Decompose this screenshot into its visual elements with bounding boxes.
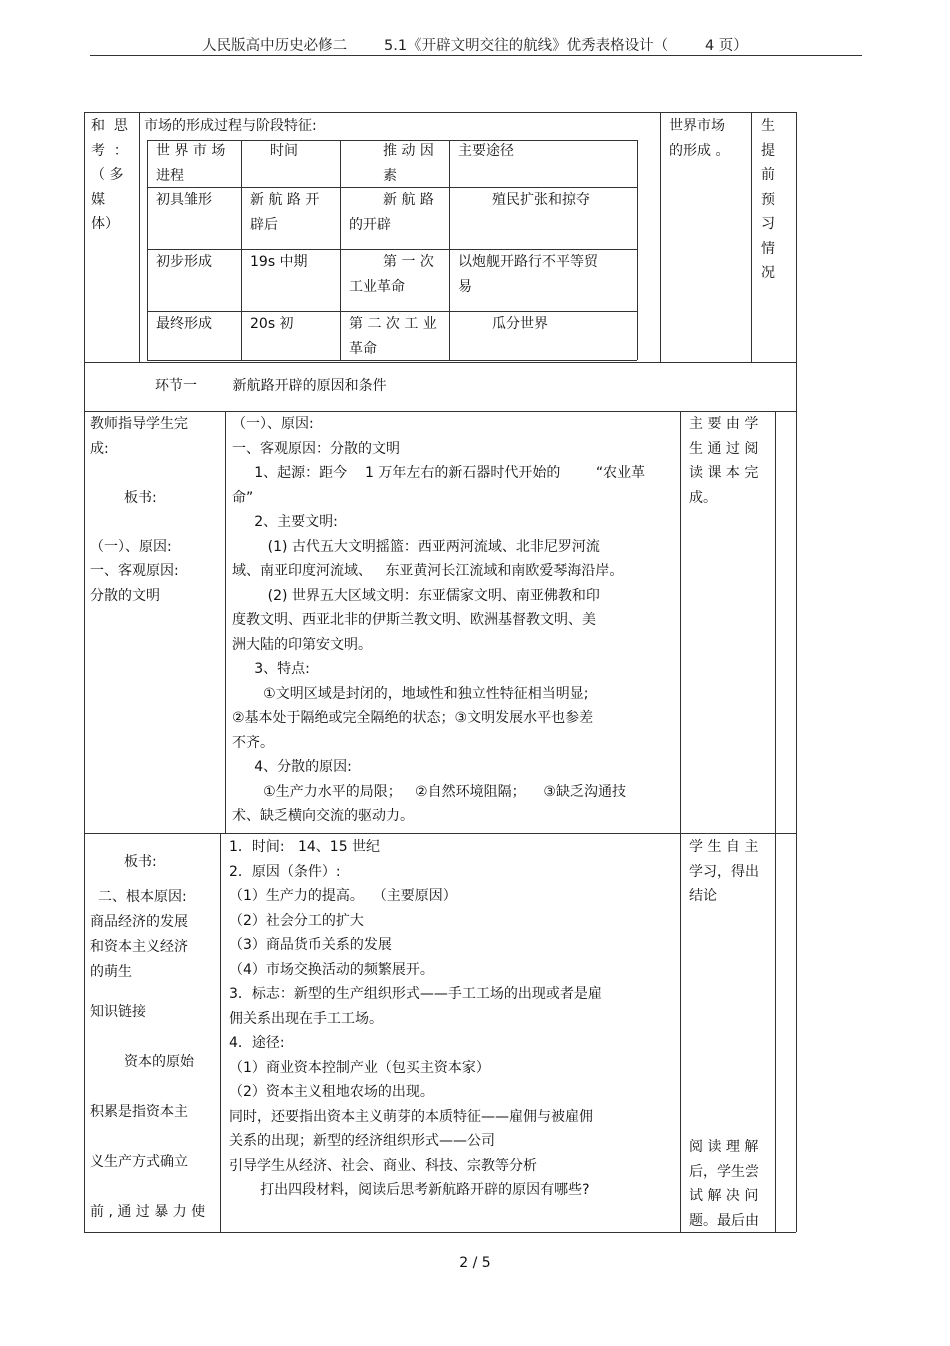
inner-table-header: 世 界 市 场 [156,143,226,159]
table-rule [220,833,221,1232]
left-notes: 前 , 通 过 暴 力 使 [90,1204,206,1220]
main-text: 1、起源：距今 1 万年左右的新石器时代开始的 “农业革 [232,465,646,481]
table-rule [241,140,242,360]
left-notes: 板书: [124,854,157,870]
main-text: 关系的出现；新型的经济组织形式——公司 [229,1133,495,1149]
left-notes: 板书: [124,489,157,506]
inner-table-header: 主要途径 [458,143,514,159]
inner-table-cell: 殖民扩张和掠夺 [492,192,590,208]
cell-line: 预 [761,191,775,208]
left-notes: 教师指导学生完 [90,416,188,432]
table-rule [225,411,226,833]
main-text: 术、缺乏横向交流的驱动力。 [232,808,414,824]
main-text: 洲大陆的印第安文明。 [232,636,372,653]
table-rule [660,112,661,362]
right-notes: 主 要 由 学 [689,416,759,432]
left-notes: （一）、原因: [90,538,172,555]
table-rule [680,833,681,1232]
left-notes: 义生产方式确立 [90,1154,188,1170]
inner-table-cell: 革命 [349,340,377,357]
left-notes: 知识链接 [90,1004,146,1020]
inner-table-cell: 瓜分世界 [492,316,548,332]
main-text: 1．时间: 14、15 世纪 [229,839,381,855]
inner-table-cell: 最终形成 [156,316,212,332]
main-text: 3、特点: [232,661,310,677]
main-text: 不齐。 [232,734,274,751]
cell-line: 的形成 。 [669,142,730,159]
cell-line: 况 [761,265,775,281]
row-divider [84,362,796,363]
right-notes: 阅 读 理 解 [689,1139,759,1155]
main-text: 打出四段材料，阅读后思考新航路开辟的原因有哪些? [229,1182,590,1198]
left-notes: 一、客观原因: [90,563,179,579]
inner-table-cell: 20s 初 [250,316,294,332]
right-notes: 结论 [689,888,717,904]
inner-table-cell: 工业革命 [349,278,405,295]
main-text: 2、主要文明: [232,514,338,530]
cell-line: 媒 [91,191,105,208]
inner-table-cell: 以炮舰开路行不平等贸 [458,254,598,270]
table-rule [751,112,752,362]
main-text: 4．途径: [229,1035,285,1051]
left-notes: 积累是指资本主 [90,1104,188,1120]
table-rule [449,140,450,360]
main-text: 一、客观原因：分散的文明 [232,440,400,457]
section-title: 环节一 新航路开辟的原因和条件 [155,378,387,394]
main-text: 引导学生从经济、社会、商业、科技、宗教等分析 [229,1157,537,1174]
left-notes: 商品经济的发展 [90,914,188,930]
main-text: (2) 世界五大区域文明：东亚儒家文明、南亚佛教和印 [232,587,600,604]
table-top-border [84,112,796,113]
inner-table-header: 时间 [270,143,298,159]
table-rule [139,112,140,362]
main-text: ①生产力水平的局限； ②自然环境阻隔； ③缺乏沟通技 [232,783,626,800]
main-text: （1）商业资本控制产业（包买主资本家） [229,1059,490,1076]
cell-line: 前 [761,167,775,183]
cell-line: 生 [761,118,775,134]
main-text: 2．原因（条件）: [229,863,341,880]
right-notes: 生 通 过 阅 [689,440,759,457]
table-rule [637,140,638,360]
main-text: 佣关系出现在手工工场。 [229,1010,383,1027]
market-intro: 市场的形成过程与阶段特征: [144,118,317,134]
right-notes: 学 生 自 主 [689,839,759,855]
main-text: 4、分散的原因: [232,759,352,775]
main-text: (1) 古代五大文明摇篮：西亚两河流域、北非尼罗河流 [232,538,600,555]
left-notes: 的萌生 [90,964,132,980]
cell-line: 和 思 [91,118,128,134]
inner-table-cell: 易 [458,278,472,295]
left-notes: 成: [90,440,109,457]
cell-line: 世界市场 [669,118,725,134]
main-text: 域、南亚印度河流域、 东亚黄河长江流域和南欧爱琴海沿岸。 [232,563,624,579]
main-text: 度教文明、西亚北非的伊斯兰教文明、欧洲基督教文明、美 [232,612,596,628]
header-rule [90,55,862,56]
inner-table-cell: 辟后 [250,216,278,233]
right-notes: 读 课 本 完 [689,465,759,481]
cell-line: 情 [761,240,775,257]
inner-table-cell: 第 一 次 [383,254,434,270]
left-notes: 二、根本原因: [98,889,187,905]
right-notes: 题。最后由 [689,1212,759,1229]
inner-table-cell: 的开辟 [349,216,391,233]
cell-line: 提 [761,142,775,159]
inner-table-cell: 19s 中期 [250,254,308,270]
main-text: ②基本处于隔绝或完全隔绝的状态；③文明发展水平也参差 [232,710,594,726]
main-text: （2）社会分工的扩大 [229,912,364,929]
table-rule [680,411,681,833]
left-notes: 和资本主义经济 [90,939,188,955]
table-rule [775,411,776,833]
cell-line: 体） [91,216,119,232]
right-notes: 试 解 决 问 [689,1188,759,1204]
cell-line: 考 ： [91,142,128,159]
main-text: 3．标志：新型的生产组织形式——手工工场的出现或者是雇 [229,986,602,1002]
main-text: （3）商品货币关系的发展 [229,937,392,953]
main-text: （一）、原因: [232,416,314,432]
main-text: （1）生产力的提高。 （主要原因） [229,888,457,904]
main-text: （2）资本主义租地农场的出现。 [229,1084,434,1100]
table-left-border [84,112,85,1232]
inner-table-cell: 新 航 路 [383,192,434,208]
inner-table-cell: 初具雏形 [156,192,212,208]
table-rule [775,833,776,1232]
main-text: 同时，还要指出资本主义萌芽的本质特征——雇佣与被雇佣 [229,1108,593,1125]
inner-table-header: 素 [383,167,397,184]
row-divider [84,833,796,834]
cell-line: 习 [761,216,775,232]
page-header: 人民版高中历史必修二 5.1《开辟文明交往的航线》优秀表格设计（ 4 页） [202,38,748,54]
inner-table-cell: 新 航 路 开 [250,192,320,208]
right-notes: 成。 [689,489,717,506]
main-text: 命” [232,489,254,506]
table-rule [147,140,148,360]
main-text: （4）市场交换活动的频繁展开。 [229,961,434,978]
right-notes: 学习，得出 [689,863,759,880]
left-notes: 分散的文明 [90,587,160,604]
inner-table-bottom [147,360,637,361]
inner-table-header: 进程 [156,167,184,184]
table-right-border [796,112,797,1232]
left-notes: 资本的原始 [124,1054,194,1070]
right-notes: 后，学生尝 [689,1163,759,1180]
inner-table-cell: 初步形成 [156,254,212,270]
cell-line: （ 多 [91,167,124,183]
page-number: 2 / 5 [459,1255,491,1271]
table-rule [340,140,341,360]
main-text: ①文明区域是封闭的，地域性和独立性特征相当明显; [232,685,589,702]
inner-table-cell: 第 二 次 工 业 [349,316,437,332]
inner-table-header: 推 动 因 [383,143,434,159]
